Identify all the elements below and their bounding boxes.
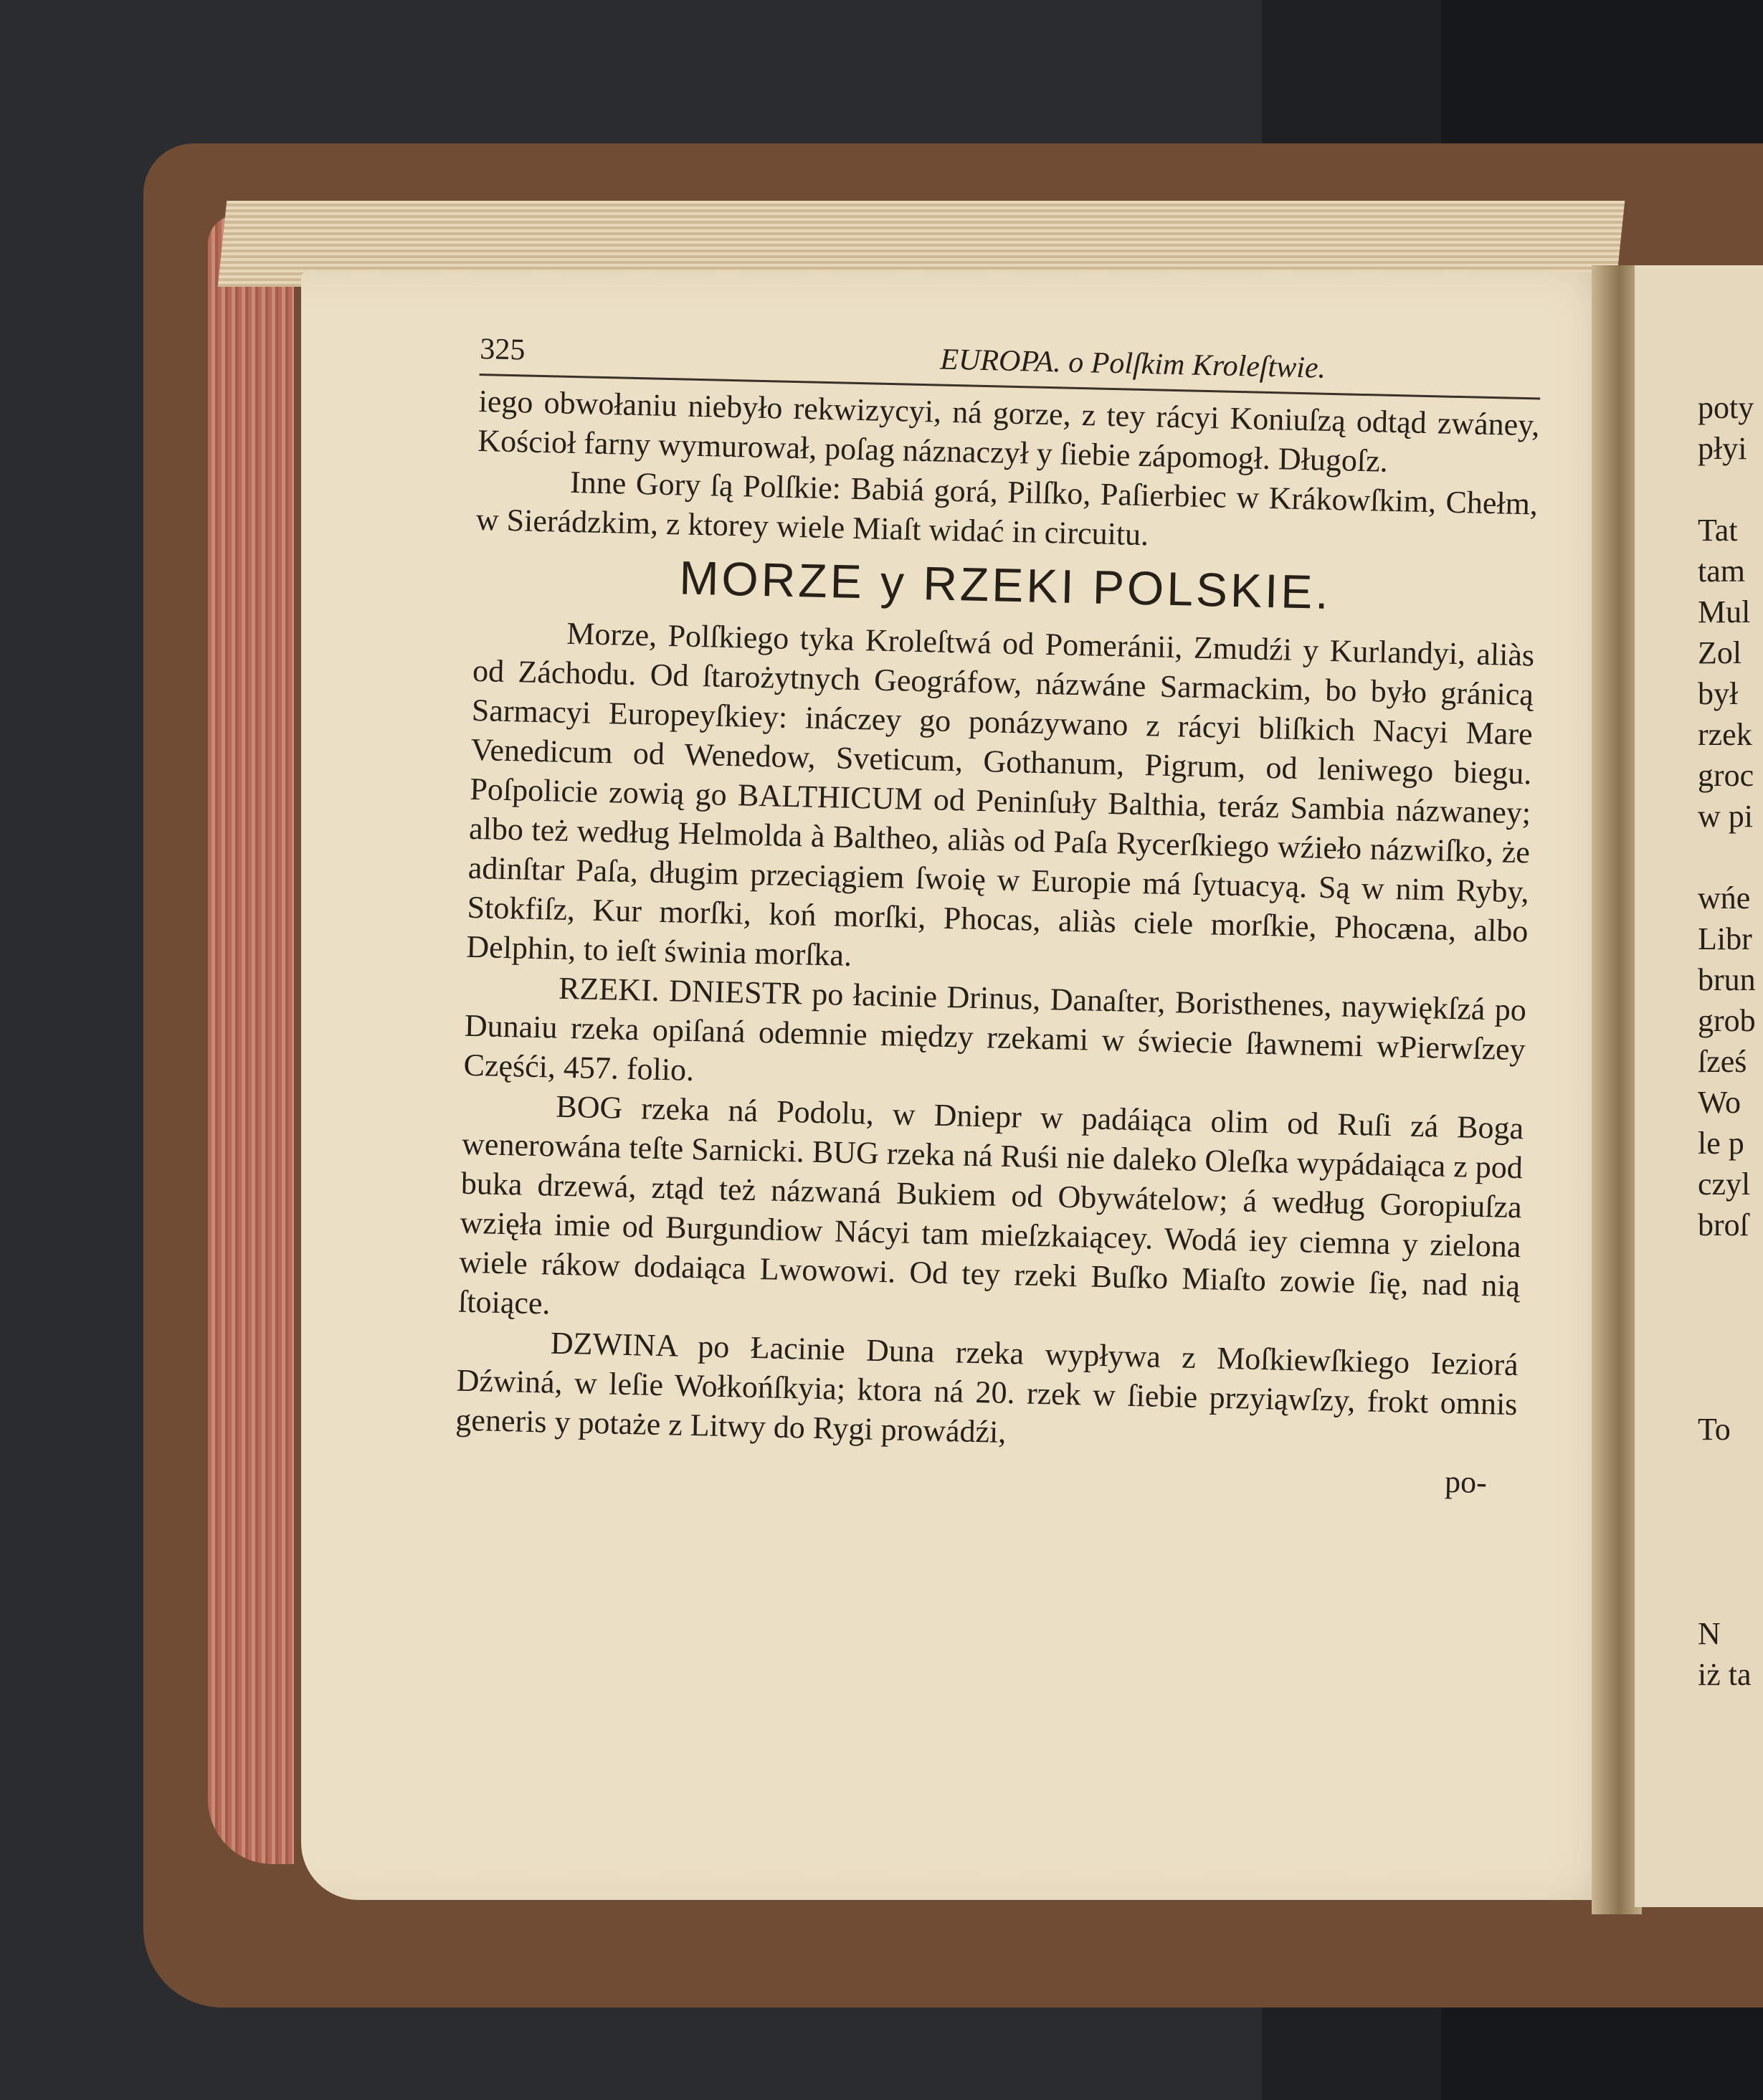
fragment-line (1698, 837, 1763, 878)
fragment-line (1698, 1450, 1763, 1491)
fragment-line: rzek (1698, 717, 1752, 752)
paragraph: BOG rzeka ná Podolu, w Dniepr w padáiąca olim od Ruſi zá Boga wenerowána teſte Sarnicki. BUG rzeka ná Ruśi nie daleko Oleſka wypádaiąca z pod buka drzewá, ztąd też názwaná Bukiem od Obywátelow; á według Goropiuſza wzięła imie od Burgundiow Nácyi tam mieſzkaiącey. Wodá iey ciemna y zielona wiele rákow dodaiąca Lwowowi. Od tey rzeki Buſko Miaſto zowie ſię, nad nią ſtoiące. (457, 1088, 1524, 1321)
section-heading: MORZE y RZEKI POLSKIE. (678, 551, 1332, 619)
fragment-line: brun (1698, 962, 1756, 997)
fragment-line: czyl (1698, 1167, 1751, 1202)
paragraph: Inne Gory ſą Polſkie: Babiá gorá, Pilſko, Paſierbiec w Krákowſkim, Chełm, w Sierádzkim, z ktorey wiele Miaſt widać in circuitu. (475, 464, 1539, 553)
page-fore-edge (208, 215, 294, 1864)
fragment-line: ſześ (1698, 1044, 1747, 1079)
fragment-line: N (1698, 1616, 1721, 1651)
fragment-line: tam (1698, 553, 1745, 589)
fragment-line: broſ (1698, 1207, 1749, 1243)
fragment-line: le p (1698, 1126, 1744, 1161)
fragment-line (1698, 1286, 1763, 1327)
fragment-line (1698, 1368, 1763, 1409)
fragment-line: groc (1698, 758, 1754, 793)
paragraph: iego obwołaniu niebyło rekwizycyi, ná gorze, z tey rácyi Koniuſzą odtąd zwáney, Kościoł farny wymurował, poſag náznaczył y ſiebie zápomogł. Długoſz. (477, 383, 1540, 479)
page-number: 325 (479, 332, 526, 367)
fragment-line: grob (1698, 1003, 1756, 1038)
fragment-line: iż ta (1698, 1657, 1752, 1692)
fragment-line: w pi (1698, 799, 1753, 834)
running-title: EUROPA. o Polſkim Kroleſtwie. (939, 343, 1326, 385)
fragment-line: Tat (1698, 513, 1738, 548)
fragment-line: To (1698, 1412, 1731, 1447)
fragment-line (1698, 469, 1763, 510)
fragment-line: Mul (1698, 594, 1751, 629)
paragraph: Morze, Polſkiego tyka Kroleſtwá od Pomeránii, Zmudźi y Kurlandyi, aliàs od Záchodu. Od ſtarożytnych Geográfow, názwáne Sarmackim, bo było gránicą Sarmacyi Europeyſkiey: ináczey go ponázywano z rácyi bliſkich Nacyi Mare Venedicum od Wenedow, Sveticum, Gothanum, Pigrum, od leniwego biegu. Poſpolicie zowią go BALTHICUM od Peninſuły Balthia, teráz Sambia názwaney; albo też według Helmolda à Baltheo, aliàs od Paſa Rycerſkiego wźieło názwiſko, że adinſtar Paſa, długim przeciągiem ſwoię w Europie má ſytuacyą. Są w nim Ryby, Stokfiſz, Kur morſki, koń morſki, Phocas, aliàs ciele morſkie, Phocæna, albo Delphin, to ieſt świnia morſka. (465, 615, 1535, 973)
fragment-line (1698, 1327, 1763, 1368)
fragment-line (1698, 1491, 1763, 1531)
fragment-line: wńe (1698, 880, 1751, 916)
right-page-fragments (1698, 387, 1763, 1695)
fragment-line: płyi (1698, 431, 1747, 466)
paragraph: DZWINA po Łacinie Duna rzeka wypływa z Moſkiewſkiego Ieziorá Dźwiná, w leſie Wołkońſkyia; ktora ná 20. rzek w ſiebie przyiąwſzy, frokt omnis generis y potaże z Litwy do Rygi prowádźi, (455, 1325, 1519, 1450)
catchword: po- (1444, 1463, 1488, 1501)
fragment-line: Zol (1698, 635, 1742, 670)
fragment-line (1698, 1572, 1763, 1613)
left-page-text (455, 330, 1541, 1503)
fragment-line: Wo (1698, 1085, 1741, 1120)
paragraph: RZEKI. DNIESTR po łacinie Drinus, Danaſter, Boristhenes, naywiękſzá po Dunaiu rzeka opiſaná odemnie między rzekami w świecie ſławnemi wPierwſzey Częśći, 457. folio. (463, 970, 1527, 1088)
fragment-line (1698, 1245, 1763, 1286)
fragment-line: Libr (1698, 921, 1752, 956)
fragment-line: był (1698, 676, 1739, 711)
fragment-line (1698, 1531, 1763, 1572)
fragment-line: poty (1698, 390, 1754, 425)
